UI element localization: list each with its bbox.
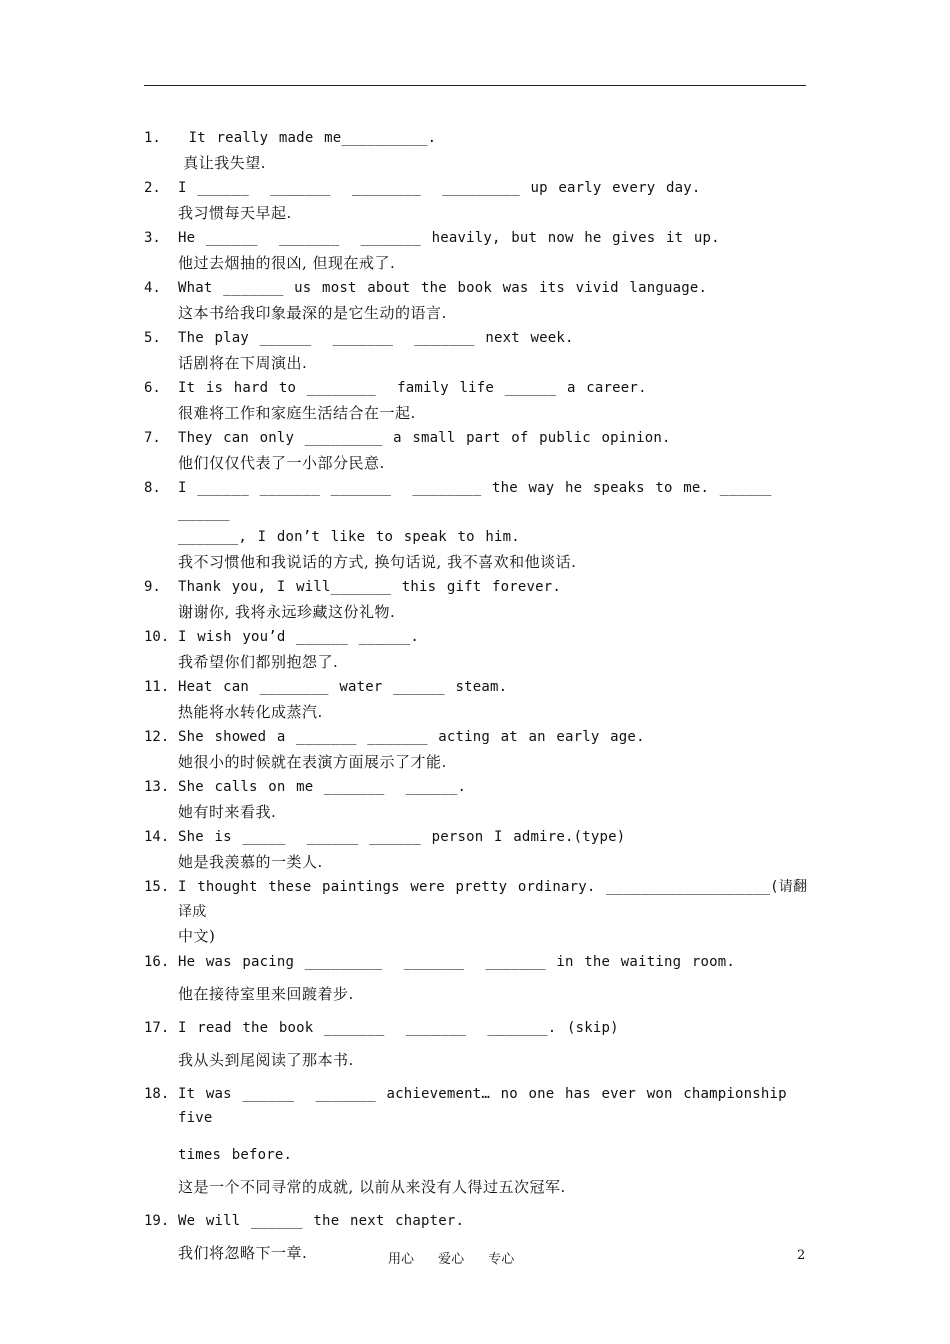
item-number: 5.: [144, 330, 161, 346]
english-sentence: I thought these paintings were pretty ordinary. ___________________(请翻译成: [178, 879, 808, 920]
english-sentence: I read the book _______ _______ _______. (skip): [178, 1019, 619, 1036]
exercise-item: [144, 326, 808, 376]
item-number: 11.: [144, 679, 170, 695]
exercise-item: [144, 126, 808, 176]
item-number: 15.: [144, 879, 170, 895]
exercise-item: [144, 950, 808, 1008]
chinese-translation: 我们将忽略下一章.: [178, 1244, 308, 1262]
chinese-translation: 她有时来看我.: [178, 802, 277, 821]
chinese-translation: 真让我失望.: [178, 153, 267, 172]
english-sentence: She calls on me _______ ______.: [178, 779, 467, 795]
item-number: 9.: [144, 579, 161, 595]
english-sentence: They can only _________ a small part of public opinion.: [178, 430, 671, 446]
english-sentence: It was ______ _______ achievement… no one has ever won championship five: [178, 1085, 798, 1126]
chinese-translation: 我不习惯他和我说话的方式, 换句话说, 我不喜欢和他谈话.: [178, 552, 577, 571]
item-number: 16.: [144, 953, 170, 970]
chinese-translation: 他过去烟抽的很凶, 但现在戒了.: [178, 253, 396, 272]
item-number: 1.: [144, 130, 161, 146]
chinese-translation: 我希望你们都别抱怨了.: [178, 652, 339, 671]
chinese-translation: 她是我羡慕的一类人.: [178, 852, 323, 871]
chinese-translation: 这是一个不同寻常的成就, 以前从来没有人得过五次冠军.: [178, 1178, 566, 1196]
item-number: 12.: [144, 729, 170, 745]
english-sentence: He ______ _______ _______ heavily, but now he gives it up.: [178, 230, 720, 246]
english-sentence: I ______ _______ ________ _________ up early every day.: [178, 180, 701, 196]
english-sentence: It is hard to ________ family life ______ a career.: [178, 380, 647, 396]
item-number: 19.: [144, 1212, 170, 1229]
item-number: 18.: [144, 1085, 170, 1102]
exercise-item: [144, 376, 808, 426]
chinese-translation: 他在接待室里来回踱着步.: [178, 985, 354, 1003]
english-sentence: She showed a _______ _______ acting at an early age.: [178, 729, 645, 745]
english-sentence: I ______ _______ _______ ________ the way he speaks to me. ______ ______: [178, 480, 793, 521]
item-number: 2.: [144, 180, 161, 196]
exercise-list: [144, 126, 808, 1275]
exercise-item: [144, 825, 808, 875]
chinese-translation: 热能将水转化成蒸汽.: [178, 702, 323, 721]
english-sentence: I wish you’d ______ ______.: [178, 629, 419, 645]
exercise-item: [144, 226, 808, 276]
item-number: 7.: [144, 430, 161, 446]
item-number: 10.: [144, 629, 170, 645]
chinese-translation: 谢谢你, 我将永远珍藏这份礼物.: [178, 602, 396, 621]
english-sentence: Thank you, I will_______ this gift forever.: [178, 579, 562, 595]
exercise-item: [144, 625, 808, 675]
exercise-item: [144, 176, 808, 226]
exercise-item: [144, 875, 808, 950]
exercise-item: [144, 426, 808, 476]
exercise-item: [144, 775, 808, 825]
item-number: 17.: [144, 1019, 170, 1036]
item-number: 13.: [144, 779, 170, 795]
chinese-translation: 我从头到尾阅读了那本书.: [178, 1051, 354, 1069]
exercise-item: [144, 276, 808, 326]
exercise-item: [144, 725, 808, 775]
exercise-item: [144, 675, 808, 725]
english-sentence: He was pacing _________ _______ _______ in the waiting room.: [178, 953, 735, 970]
english-sentence: It really made me__________.: [178, 130, 437, 146]
item-number: 6.: [144, 380, 161, 396]
english-sentence: She is _____ ______ ______ person I admire.(type): [178, 829, 626, 845]
item-number: 4.: [144, 280, 161, 296]
chinese-translation: 他们仅仅代表了一小部分民意.: [178, 453, 385, 472]
english-sentence: Heat can ________ water ______ steam.: [178, 679, 508, 695]
chinese-translation: 我习惯每天早起.: [178, 203, 292, 222]
english-sentence: We will ______ the next chapter.: [178, 1212, 465, 1229]
footer-motto: 用心 爱心 专心: [388, 1252, 515, 1267]
exercise-item: [144, 1082, 808, 1201]
english-sentence: What _______ us most about the book was its vivid language.: [178, 280, 708, 296]
chinese-translation: 话剧将在下周演出.: [178, 353, 308, 372]
item-number: 8.: [144, 480, 161, 496]
english-sentence-continued: times before.: [178, 1146, 293, 1163]
chinese-translation: 这本书给我印象最深的是它生动的语言.: [178, 303, 447, 322]
exercise-item: [144, 1016, 808, 1074]
item-number: 14.: [144, 829, 170, 845]
exercise-item: [144, 476, 808, 575]
chinese-translation: 她很小的时候就在表演方面展示了才能.: [178, 752, 447, 771]
header-rule: [144, 85, 806, 86]
english-sentence: The play ______ _______ _______ next week.: [178, 330, 574, 346]
page-number: 2: [797, 1248, 806, 1263]
chinese-translation: 中文): [178, 927, 216, 945]
exercise-item: [144, 575, 808, 625]
chinese-translation: 很难将工作和家庭生活结合在一起.: [178, 403, 416, 422]
item-number: 3.: [144, 230, 161, 246]
english-sentence-continued: _______, I don’t like to speak to him.: [178, 529, 520, 545]
